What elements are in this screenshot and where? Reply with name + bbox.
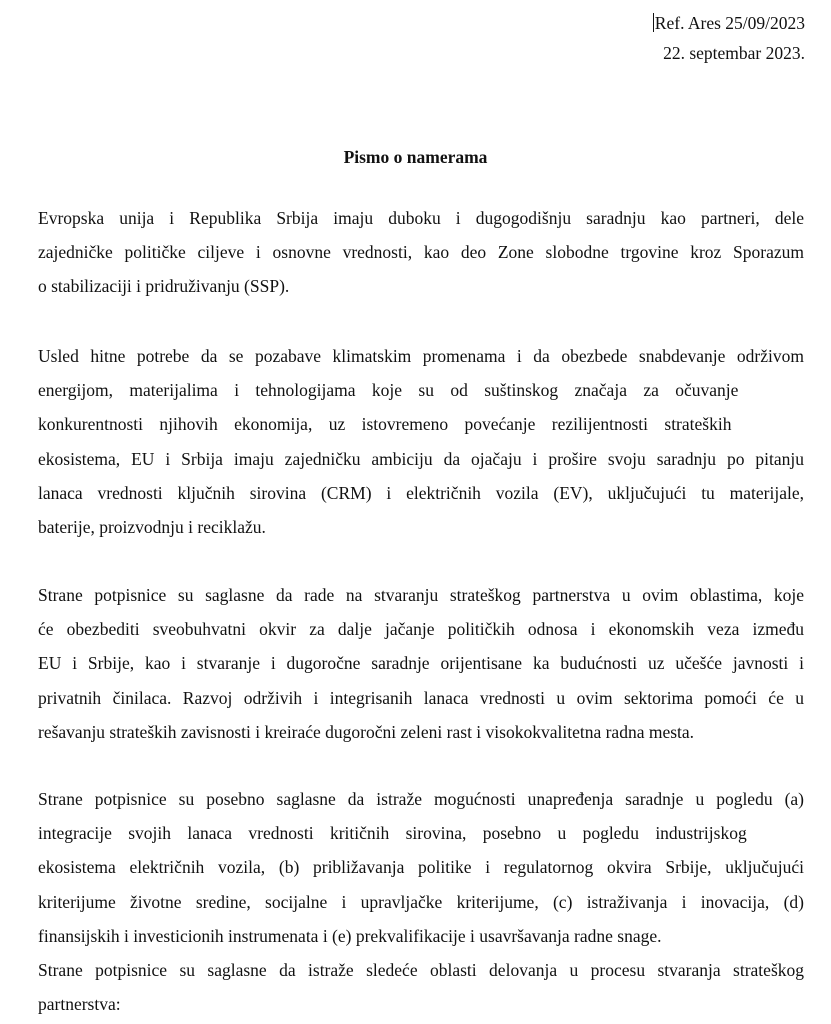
paragraph-line: partnerstva: <box>38 994 121 1015</box>
paragraph-line <box>38 235 804 269</box>
paragraph-line <box>38 201 804 235</box>
paragraph-5 <box>38 953 804 1021</box>
paragraph-line: Strane potpisnice su saglasne da istraže sledeće oblasti delovanja u procesu stvaranja strateškog <box>38 960 804 980</box>
paragraph-3 <box>38 578 804 749</box>
reference-number <box>653 8 805 38</box>
paragraph-line: lanaca vrednosti ključnih sirovina (CRM) i električnih vozila (EV), uključujući tu materijale, <box>38 482 804 503</box>
paragraph-line <box>38 269 804 303</box>
paragraph-4 <box>38 782 804 953</box>
reference-text: Ref. Ares 25/09/2023 <box>654 13 805 33</box>
paragraph-line: Usled hitne potrebe da se pozabave klimatskim promenama i da obezbede snabdevanje održivom <box>38 346 804 366</box>
paragraph-line: baterije, proizvodnju i reciklažu. <box>38 517 266 538</box>
paragraph-line: finansijskih i investicionih instrumenata i (e) prekvalifikacije i usavršavanja radne snage. <box>38 925 662 946</box>
paragraph-line: rešavanju strateških zavisnosti i kreiraće dugoročni zeleni rast i visokokvalitetna radna mesta. <box>38 721 695 742</box>
paragraph-line: energijom, materijalima i tehnologijama koje su od suštinskog značaja za očuvanje <box>38 380 739 401</box>
text-cursor <box>653 13 654 32</box>
paragraph-line: Strane potpisnice su saglasne da rade na stvaranju strateškog partnerstva u ovim oblastima, koje <box>38 585 804 605</box>
line-text: zajedničke političke ciljeve i osnovne vrednosti, kao deo Zone slobodne trgovine kroz Sporazum <box>38 242 804 263</box>
document-title: Pismo o namerama <box>343 147 488 167</box>
paragraph-2 <box>38 339 804 544</box>
paragraph-line: kriterijume životne sredine, socijalne i upravljačke kriterijume, (c) istraživanja i inovacija, (d) <box>38 891 804 912</box>
paragraph-line: konkurentnosti njihovih ekonomija, uz istovremeno povećanje rezilijentnosti strateških <box>38 414 732 435</box>
line-text: o stabilizaciji i pridruživanju (SSP). <box>38 276 290 297</box>
paragraph-1 <box>38 201 804 304</box>
paragraph-line: integracije svojih lanaca vrednosti kritičnih sirovina, posebno u pogledu industrijskog <box>38 823 747 844</box>
line-text: Evropska unija i Republika Srbija imaju duboku i dugogodišnju saradnju kao partneri, dele <box>38 208 804 228</box>
document-date: 22. septembar 2023. <box>663 43 805 63</box>
paragraph-line: Strane potpisnice su posebno saglasne da istraže mogućnosti unapređenja saradnje u pogledu (a) <box>38 789 804 809</box>
paragraph-line: ekosistema električnih vozila, (b) približavanja politike i regulatornog okvira Srbije, uključujući <box>38 857 804 878</box>
paragraph-line: će obezbediti sveobuhvatni okvir za dalje jačanje političkih odnosa i ekonomskih veza između <box>38 619 804 640</box>
paragraph-line: EU i Srbije, kao i stvaranje i dugoročne saradnje orijentisane ka budućnosti uz učešće javnosti i <box>38 653 804 674</box>
paragraph-line: privatnih činilaca. Razvoj održivih i integrisanih lanaca vrednosti u ovim sektorima pomoći će u <box>38 687 804 708</box>
reference-block <box>653 8 805 68</box>
paragraph-line: ekosistema, EU i Srbija imaju zajedničku ambiciju da ojačaju i prošire svoju saradnju po pitanju <box>38 448 804 469</box>
